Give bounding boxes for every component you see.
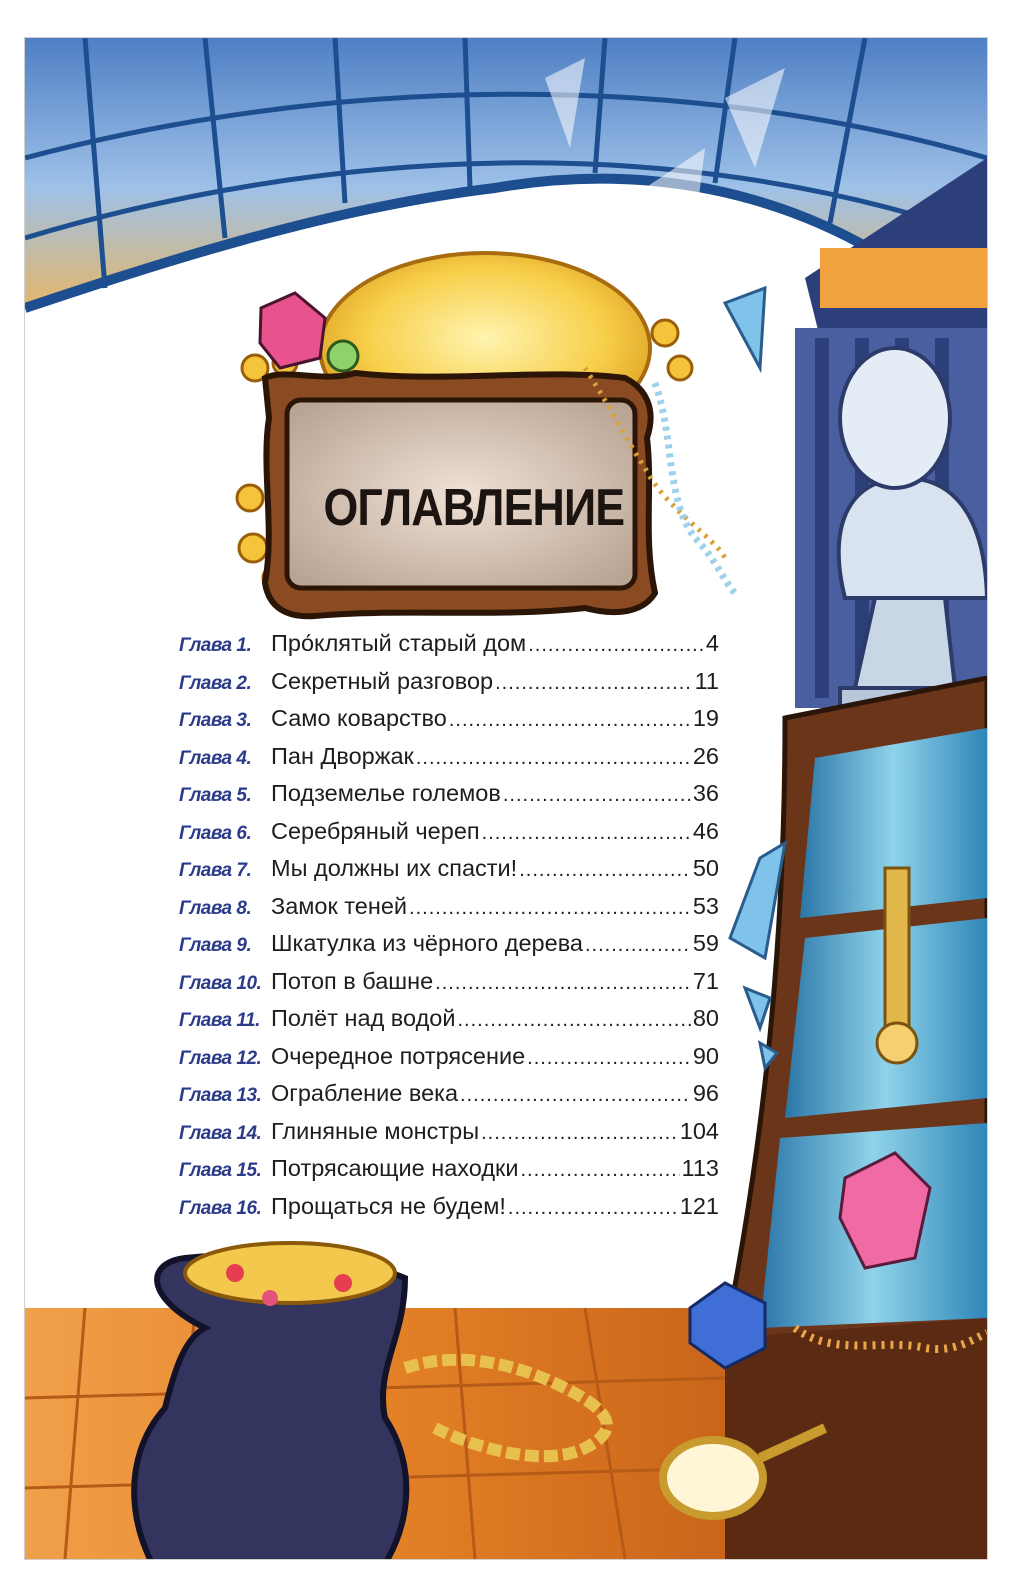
toc-title-plate [289, 402, 659, 614]
page-number: 53 [692, 892, 719, 919]
chapter-label: Глава 10. [179, 972, 262, 994]
toc-entry[interactable] [179, 668, 719, 706]
chapter-label: Глава 14. [179, 1122, 262, 1144]
chapter-label: Глава 1. [179, 635, 252, 656]
chapter-title: Глиняные монстры [271, 1117, 480, 1144]
page-number: 71 [692, 967, 719, 994]
leader-dots [449, 709, 691, 732]
chapter-title: Само коварство [271, 705, 447, 731]
chapter-title: Серебряный череп [271, 817, 480, 844]
leader-dots [585, 934, 691, 957]
toc-entry[interactable] [179, 1193, 719, 1231]
toc-entry[interactable] [179, 1155, 719, 1193]
toc-entry[interactable] [179, 893, 719, 931]
toc-entry[interactable] [179, 705, 719, 743]
chapter-label: Глава 12. [179, 1047, 262, 1069]
page-number: 104 [679, 1117, 719, 1144]
toc-entry[interactable] [179, 968, 719, 1006]
chapter-label: Глава 9. [179, 935, 252, 956]
page-number: 121 [679, 1192, 719, 1219]
chapter-label: Глава 5. [179, 785, 252, 806]
chapter-title: Потоп в башне [271, 967, 434, 994]
page-number: 11 [694, 667, 719, 694]
toc-entry[interactable] [179, 780, 719, 818]
chapter-title: Прощаться не будем! [271, 1192, 506, 1219]
toc-entry[interactable] [179, 855, 719, 893]
chapter-title: Потрясающие находки [271, 1155, 519, 1181]
chapter-label: Глава 15. [179, 1160, 262, 1181]
toc-title: ОГЛАВЛЕНИЕ [323, 479, 625, 537]
page-number: 80 [692, 1005, 719, 1031]
leader-dots [528, 634, 704, 657]
leader-dots [508, 1197, 678, 1220]
leader-dots [460, 1084, 691, 1107]
page-number: 36 [692, 780, 719, 806]
chapter-label: Глава 8. [179, 897, 252, 919]
treasure-bag [134, 1243, 406, 1559]
chapter-label: Глава 3. [179, 710, 252, 731]
chapter-title: Очередное потрясение [271, 1042, 526, 1069]
chapter-title: Полёт над водой [271, 1005, 456, 1031]
chapter-label: Глава 2. [179, 672, 252, 694]
toc-entry[interactable] [179, 1043, 719, 1081]
chapter-title: Про́клятый старый дом [271, 630, 527, 656]
chapter-title: Шкатулка из чёрного дерева [271, 930, 583, 956]
leader-dots [527, 1047, 691, 1070]
toc-entry[interactable] [179, 743, 719, 781]
page-number: 19 [692, 705, 719, 731]
chapter-title: Подземелье големов [271, 780, 501, 806]
page-number: 46 [692, 817, 719, 844]
toc-entry[interactable] [179, 818, 719, 856]
toc-entry[interactable] [179, 1005, 719, 1043]
leader-dots [409, 897, 691, 920]
leader-dots [482, 822, 691, 845]
toc-entry[interactable] [179, 930, 719, 968]
chapter-label: Глава 11. [179, 1010, 260, 1031]
leader-dots [503, 784, 691, 807]
leader-dots [458, 1009, 691, 1032]
chapter-label: Глава 13. [179, 1085, 262, 1106]
page-number: 50 [692, 855, 719, 881]
page-number: 113 [681, 1155, 719, 1181]
chapter-label: Глава 6. [179, 822, 252, 844]
leader-dots [519, 859, 691, 882]
chapter-label: Глава 16. [179, 1197, 262, 1219]
page-number: 59 [692, 930, 719, 956]
page-number: 90 [692, 1042, 719, 1069]
page-number: 96 [692, 1080, 719, 1106]
leader-dots [520, 1159, 679, 1182]
toc-entry[interactable] [179, 1080, 719, 1118]
toc-entry[interactable] [179, 630, 719, 668]
chapter-title: Секретный разговор [271, 667, 494, 694]
chapter-title: Пан Дворжак [271, 742, 414, 769]
chapter-label: Глава 4. [179, 747, 252, 769]
chapter-title: Мы должны их спасти! [271, 855, 518, 881]
table-of-contents [179, 630, 719, 1230]
leader-dots [495, 672, 692, 695]
chapter-title: Ограбление века [271, 1080, 459, 1106]
toc-entry[interactable] [179, 1118, 719, 1156]
book-page [24, 37, 988, 1560]
leader-dots [416, 747, 691, 770]
page-number: 26 [692, 742, 719, 769]
leader-dots [481, 1122, 678, 1145]
page-number: 4 [705, 630, 719, 656]
chapter-label: Глава 7. [179, 860, 252, 881]
leader-dots [435, 972, 691, 995]
chapter-title: Замок теней [271, 892, 408, 919]
